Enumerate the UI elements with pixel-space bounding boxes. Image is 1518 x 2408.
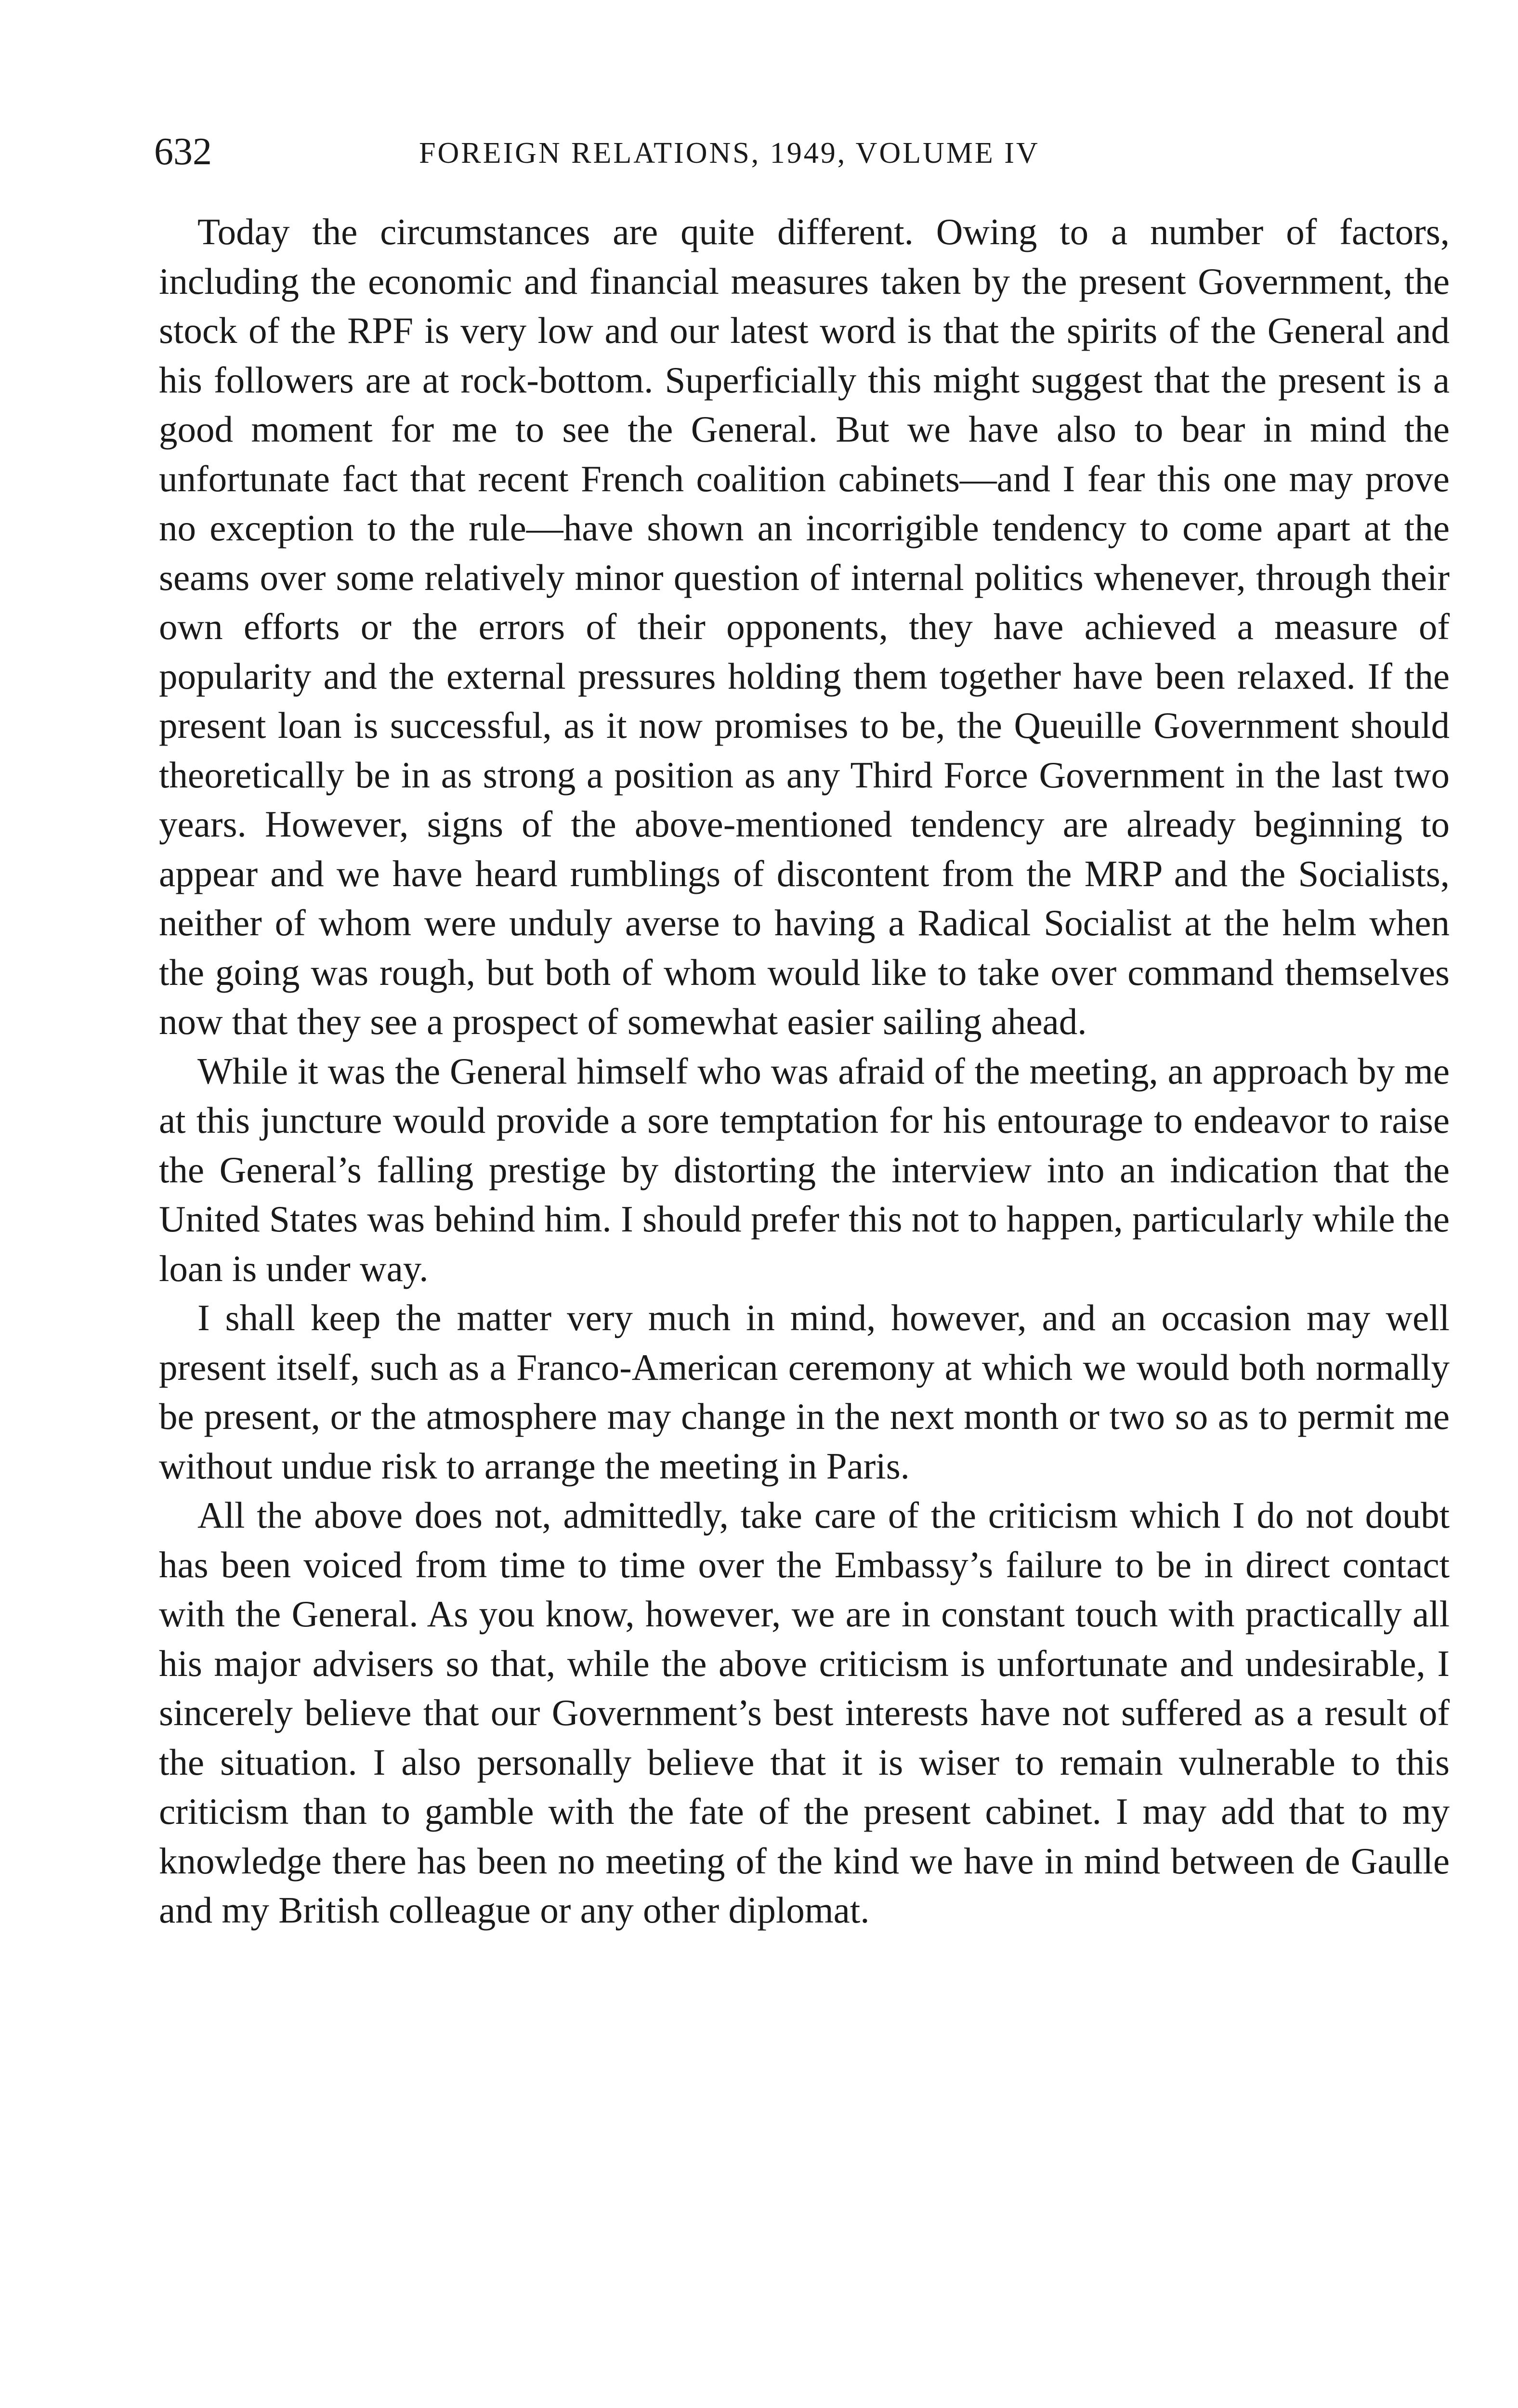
running-head — [154, 130, 1445, 173]
paragraph-4: All the above does not, admittedly, take care of the criticism which I do not doubt has been voiced from time to time over the Embassy’s failure to be in direct contact with the General. As you know, however, we are in constant touch with practically all his major advisers so that, while the above criticism is unfortunate and undesirable, I sincerely believe that our Government’s best interests have not suffered as a result of the situation. I also personally believe that it is wiser to remain vulnerable to this criticism than to gamble with the fate of the present cabinet. I may add that to my knowledge there has been no meeting of the kind we have in mind between de Gaulle and my British colleague or any other diplomat. — [159, 1494, 1450, 1931]
paragraph-3: I shall keep the matter very much in mind, however, and an occasion may well present itself, such as a Franco-American ceremony at which we would both normally be present, or the atmosphere may change in the next month or two so as to permit me without undue risk to arrange the meeting in Paris. — [159, 1297, 1450, 1487]
page-number: 632 — [154, 131, 212, 173]
paragraph-2: While it was the General himself who was afraid of the meeting, an approach by me at this juncture would provide a sore temptation for his entourage to endeavor to raise the General’s falling prestige by distorting the interview into an indication that the United States was behind him. I should prefer this not to happen, particularly while the loan is under way. — [159, 1050, 1450, 1289]
body-text — [159, 207, 1450, 1935]
paragraph-1: Today the circumstances are quite different. Owing to a number of factors, including the economic and financial measures taken by the present Government, the stock of the RPF is very low and our latest word is that the spirits of the General and his followers are at rock-bottom. Superficially this might suggest that the present is a good moment for me to see the General. But we have also to bear in mind the unfortunate fact that recent French coalition cabinets—and I fear this one may prove no exception to the rule—have shown an incorrigible tendency to come apart at the seams over some relatively minor question of internal politics whenever, through their own efforts or the errors of their opponents, they have achieved a measure of popularity and the external pressures holding them together have been relaxed. If the present loan is successful, as it now promises to be, the Queuille Government should theoretically be in as strong a position as any Third Force Government in the last two years. However, signs of the above-mentioned tendency are already beginning to appear and we have heard rumblings of discontent from the MRP and the Socialists, neither of whom were unduly averse to having a Radical Socialist at the helm when the going was rough, but both of whom would like to take over command themselves now that they see a prospect of somewhat easier sailing ahead. — [159, 211, 1450, 1042]
running-title: FOREIGN RELATIONS, 1949, VOLUME IV — [419, 137, 1040, 170]
